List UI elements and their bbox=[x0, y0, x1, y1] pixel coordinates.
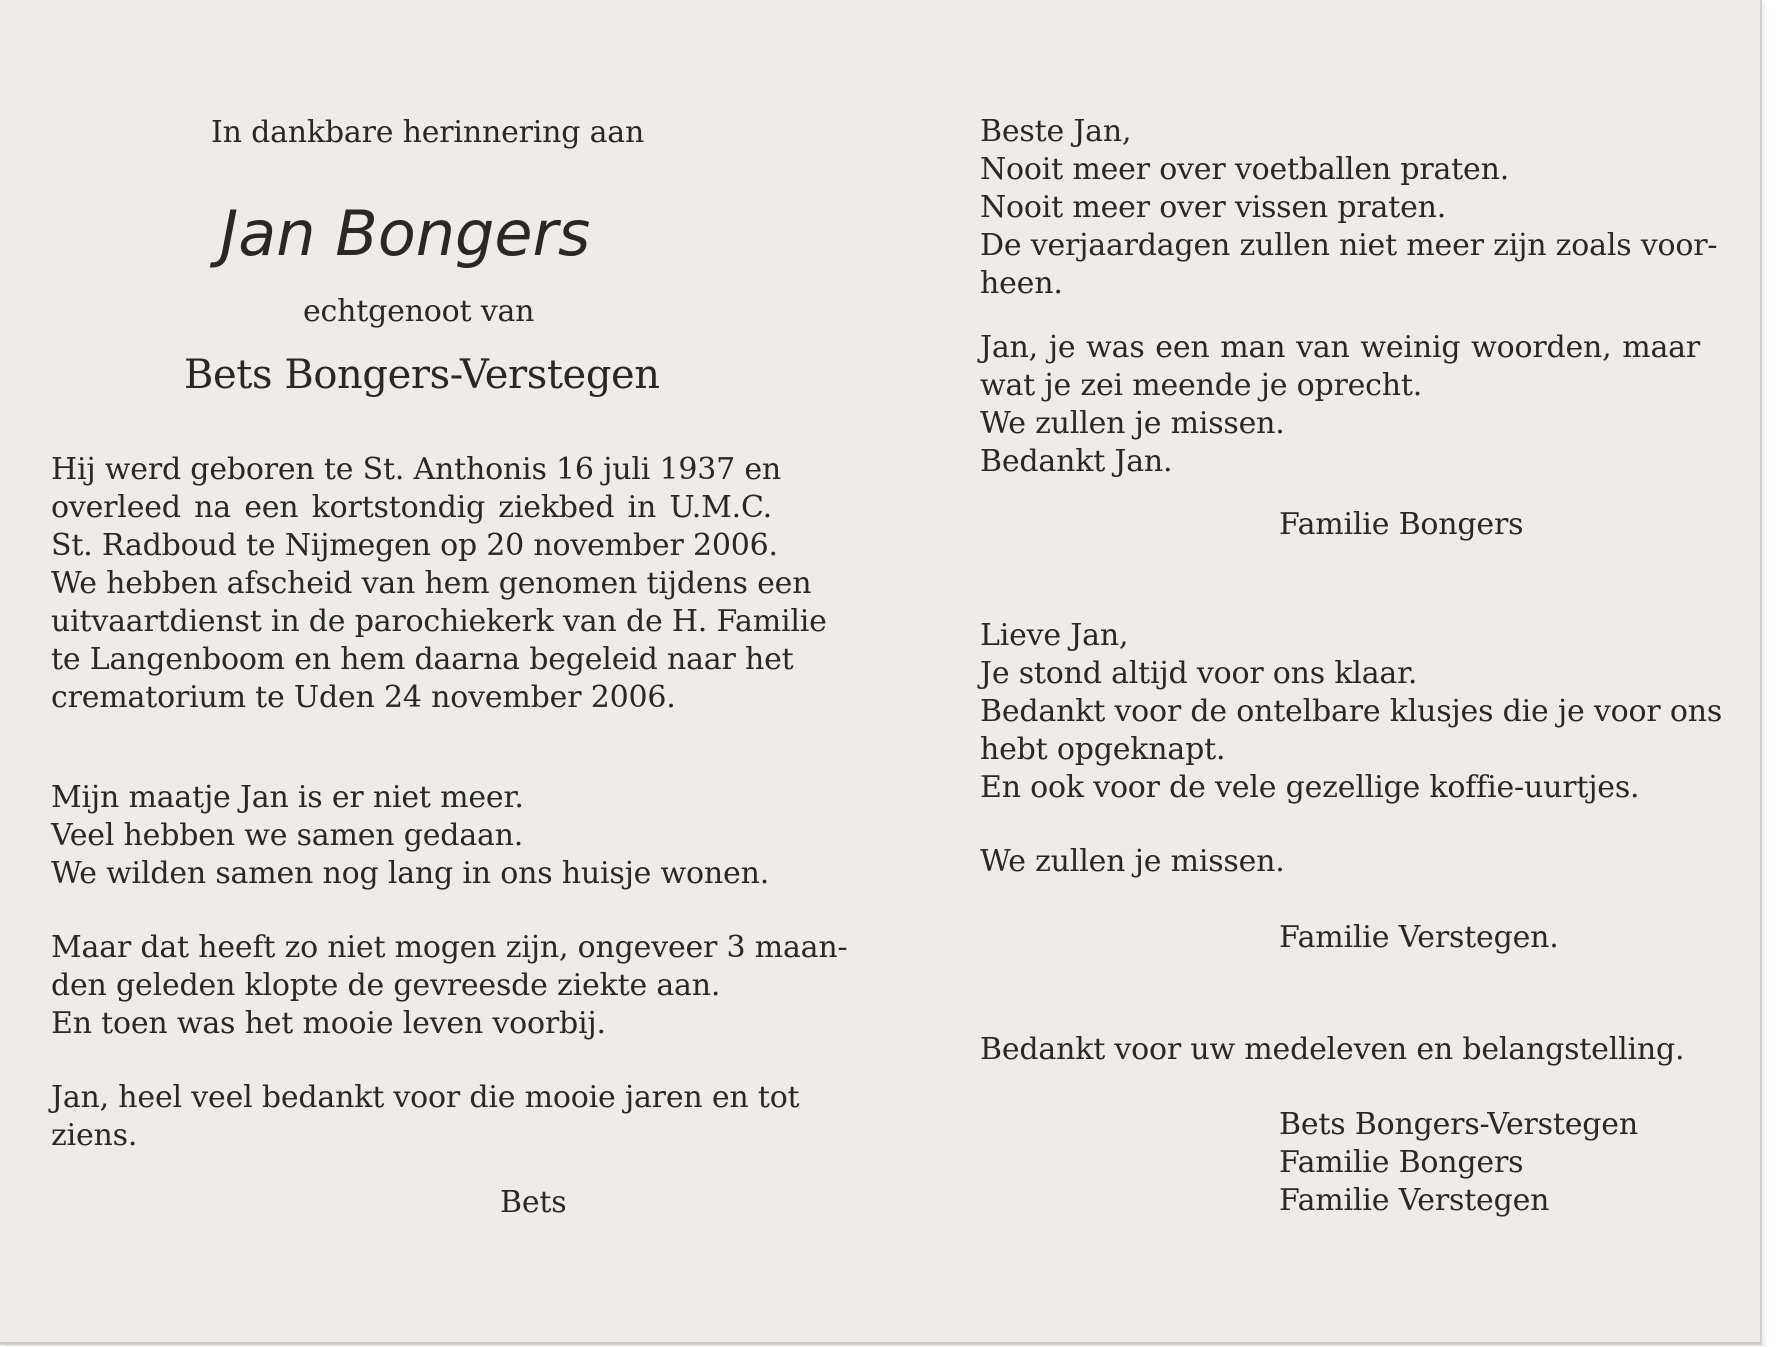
letter-line: Beste Jan, bbox=[980, 114, 1132, 149]
bio-line: uitvaartdienst in de parochiekerk van de H. Familie bbox=[51, 604, 827, 639]
poem-line: Jan, heel veel bedankt voor die mooie jaren en tot bbox=[51, 1080, 800, 1115]
letter-line: En ook voor de vele gezellige koffie-uurtjes. bbox=[980, 770, 1640, 805]
letter-line: Bedankt Jan. bbox=[980, 444, 1173, 479]
poem-line: ziens. bbox=[51, 1118, 138, 1153]
deceased-name: Jan Bongers bbox=[220, 197, 591, 270]
intro-text: In dankbare herinnering aan bbox=[211, 115, 645, 150]
letter-line: heen. bbox=[980, 266, 1063, 301]
letter-line: De verjaardagen zullen niet meer zijn zoals voor- bbox=[980, 228, 1718, 263]
letter-line: Je stond altijd voor ons klaar. bbox=[980, 656, 1418, 691]
closing-line: Familie Verstegen bbox=[1279, 1183, 1550, 1218]
letter-line: Bedankt voor de ontelbare klusjes die je voor ons bbox=[980, 694, 1723, 729]
poem-line: We wilden samen nog lang in ons huisje wonen. bbox=[51, 856, 770, 891]
bio-line: te Langenboom en hem daarna begeleid naar het bbox=[51, 642, 794, 677]
letter-line: Jan, je was een man van weinig woorden, maar bbox=[980, 330, 1700, 365]
poem-line: den geleden klopte de gevreesde ziekte aan. bbox=[51, 968, 721, 1003]
signature-bets: Bets bbox=[500, 1185, 567, 1220]
bio-line: St. Radboud te Nijmegen op 20 november 2006. bbox=[51, 528, 778, 563]
poem-line: Mijn maatje Jan is er niet meer. bbox=[51, 780, 524, 815]
bio-line: overleed na een kortstondig ziekbed in U.M.C. bbox=[51, 490, 772, 525]
closing-line: Bets Bongers-Verstegen bbox=[1279, 1107, 1638, 1142]
letter-line: Lieve Jan, bbox=[980, 618, 1129, 653]
bio-line: crematorium te Uden 24 november 2006. bbox=[51, 680, 676, 715]
spouse-name: Bets Bongers-Verstegen bbox=[184, 352, 660, 398]
bio-line: Hij werd geboren te St. Anthonis 16 juli 1937 en bbox=[51, 452, 781, 487]
letter-line: Nooit meer over voetballen praten. bbox=[980, 152, 1510, 187]
closing-line: Familie Bongers bbox=[1279, 1145, 1524, 1180]
poem-line: En toen was het mooie leven voorbij. bbox=[51, 1006, 606, 1041]
letter-line: We zullen je missen. bbox=[980, 844, 1285, 879]
letter-line: We zullen je missen. bbox=[980, 406, 1285, 441]
thanks-text: Bedankt voor uw medeleven en belangstelling. bbox=[980, 1032, 1685, 1067]
letter-line: wat je zei meende je oprecht. bbox=[980, 368, 1423, 403]
signature-familie-bongers: Familie Bongers bbox=[1279, 507, 1524, 542]
poem-line: Veel hebben we samen gedaan. bbox=[51, 818, 524, 853]
bio-line: We hebben afscheid van hem genomen tijdens een bbox=[51, 566, 812, 601]
signature-familie-verstegen: Familie Verstegen. bbox=[1279, 920, 1559, 955]
letter-line: Nooit meer over vissen praten. bbox=[980, 190, 1447, 225]
poem-line: Maar dat heeft zo niet mogen zijn, ongeveer 3 maan- bbox=[51, 930, 848, 965]
relation-text: echtgenoot van bbox=[303, 294, 535, 329]
letter-line: hebt opgeknapt. bbox=[980, 732, 1226, 767]
